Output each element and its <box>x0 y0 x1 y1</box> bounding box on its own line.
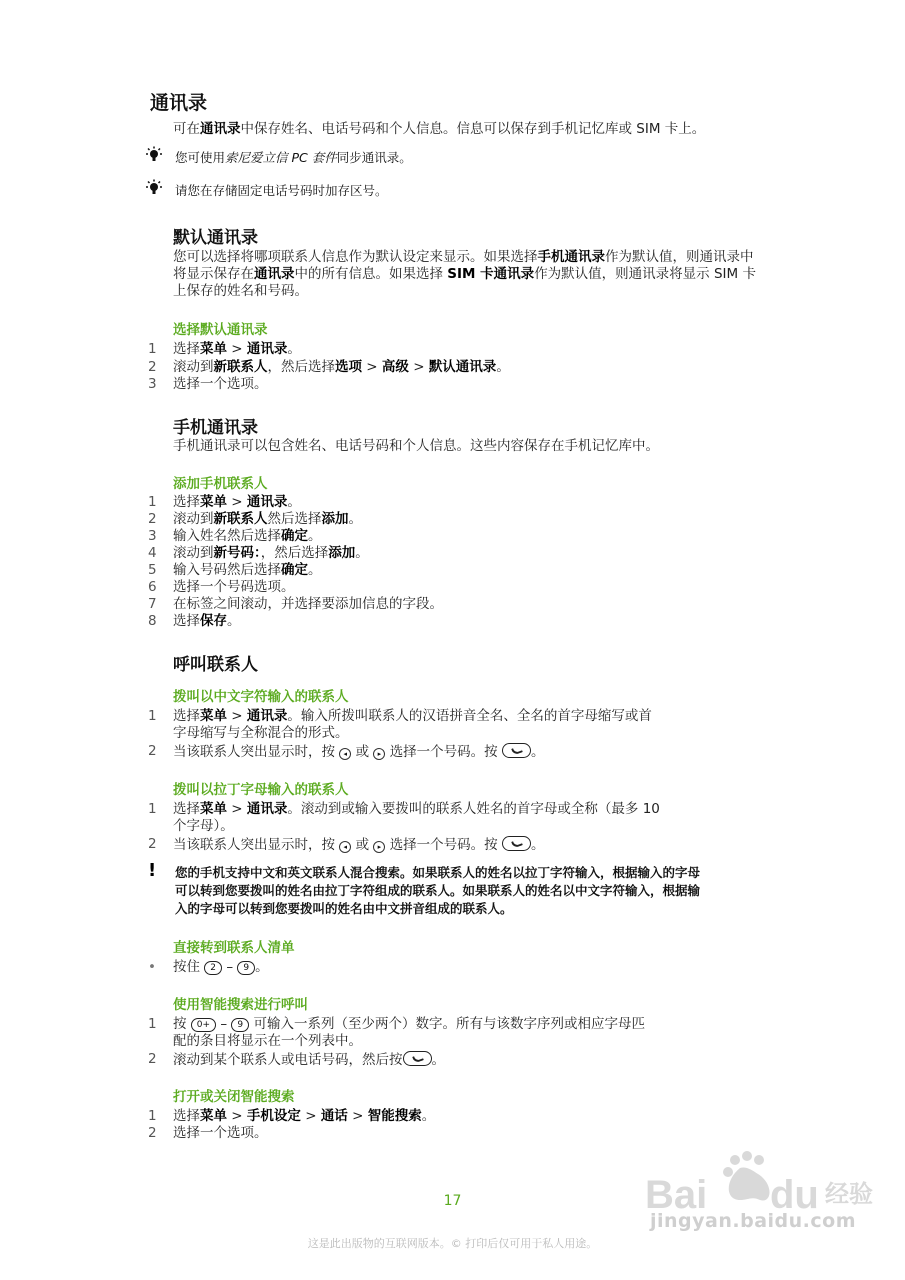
warning-note: 您的手机支持中文和英文联系人混合搜索。如果联系人的姓名以拉丁字符输入，根据输入的字母 可以转到您要拨叫的姓名由拉丁字符组成的联系人。如果联系人的姓名以中文字符输入，根据输 入的字母可以转到您要拨叫的姓名由中文拼音组成的联系人。 <box>175 865 701 916</box>
phone-book-paragraph: 手机通讯录可以包含姓名、电话号码和个人信息。这些内容保存在手机记忆库中。 <box>173 438 659 454</box>
subheading-add-contact: 添加手机联系人 <box>173 476 268 492</box>
nav-right-icon: ▸ <box>373 748 385 760</box>
nav-left-icon: ◂ <box>339 748 351 760</box>
page-number: 17 <box>443 1193 462 1209</box>
section-heading-phone-book: 手机通讯录 <box>173 418 258 438</box>
nav-left-icon: ◂ <box>339 841 351 853</box>
intro-paragraph: 可在通讯录中保存姓名、电话号码和个人信息。信息可以保存到手机记忆库或 SIM 卡上。 <box>173 121 706 137</box>
nav-right-icon: ▸ <box>373 841 385 853</box>
warning-icon: ! <box>148 860 157 881</box>
footer-note: 这是此出版物的互联网版本。© 打印后仅可用于私人用途。 <box>307 1237 598 1250</box>
call-key-icon <box>502 743 531 758</box>
bullet-icon: • <box>148 959 156 975</box>
subheading-select-default: 选择默认通讯录 <box>173 322 268 338</box>
subheading-call-latin: 拨叫以拉丁字母输入的联系人 <box>173 782 349 798</box>
page-title: 通讯录 <box>150 92 208 114</box>
watermark-url: jingyan.baidu.com <box>650 1210 856 1232</box>
subheading-call-chinese: 拨叫以中文字符输入的联系人 <box>173 689 349 705</box>
subheading-smart-search-call: 使用智能搜索进行呼叫 <box>173 997 308 1013</box>
key-2-icon: 2 <box>204 961 222 975</box>
default-book-paragraph: 您可以选择将哪项联系人信息作为默认设定来显示。如果选择手机通讯录作为默认值，则通讯录中将显示保存在通讯录中的所有信息。如果选择 SIM 卡通讯录作为默认值，则通讯录将显示 SIM 卡上保存的姓名和号码。 <box>173 249 756 299</box>
section-heading-default-book: 默认通讯录 <box>173 228 258 248</box>
svg-text:du: du <box>770 1173 819 1217</box>
tip-sync: 您可使用索尼爱立信 PC 套件同步通讯录。 <box>175 150 412 165</box>
svg-text:Bai: Bai <box>645 1173 708 1217</box>
subheading-smart-search-toggle: 打开或关闭智能搜索 <box>173 1089 295 1105</box>
section-heading-call-contact: 呼叫联系人 <box>173 655 258 675</box>
call-key-icon <box>502 836 531 851</box>
tip-icon <box>143 179 165 195</box>
tip-icon <box>143 146 165 162</box>
key-9-icon: 9 <box>231 1018 249 1032</box>
svg-text:经验: 经验 <box>825 1180 873 1208</box>
key-9-icon: 9 <box>237 961 255 975</box>
call-key-icon <box>403 1051 432 1066</box>
subheading-direct-list: 直接转到联系人清单 <box>173 940 295 956</box>
key-0-icon: 0+ <box>191 1018 216 1032</box>
tip-area-code: 请您在存储固定电话号码时加存区号。 <box>175 183 388 198</box>
